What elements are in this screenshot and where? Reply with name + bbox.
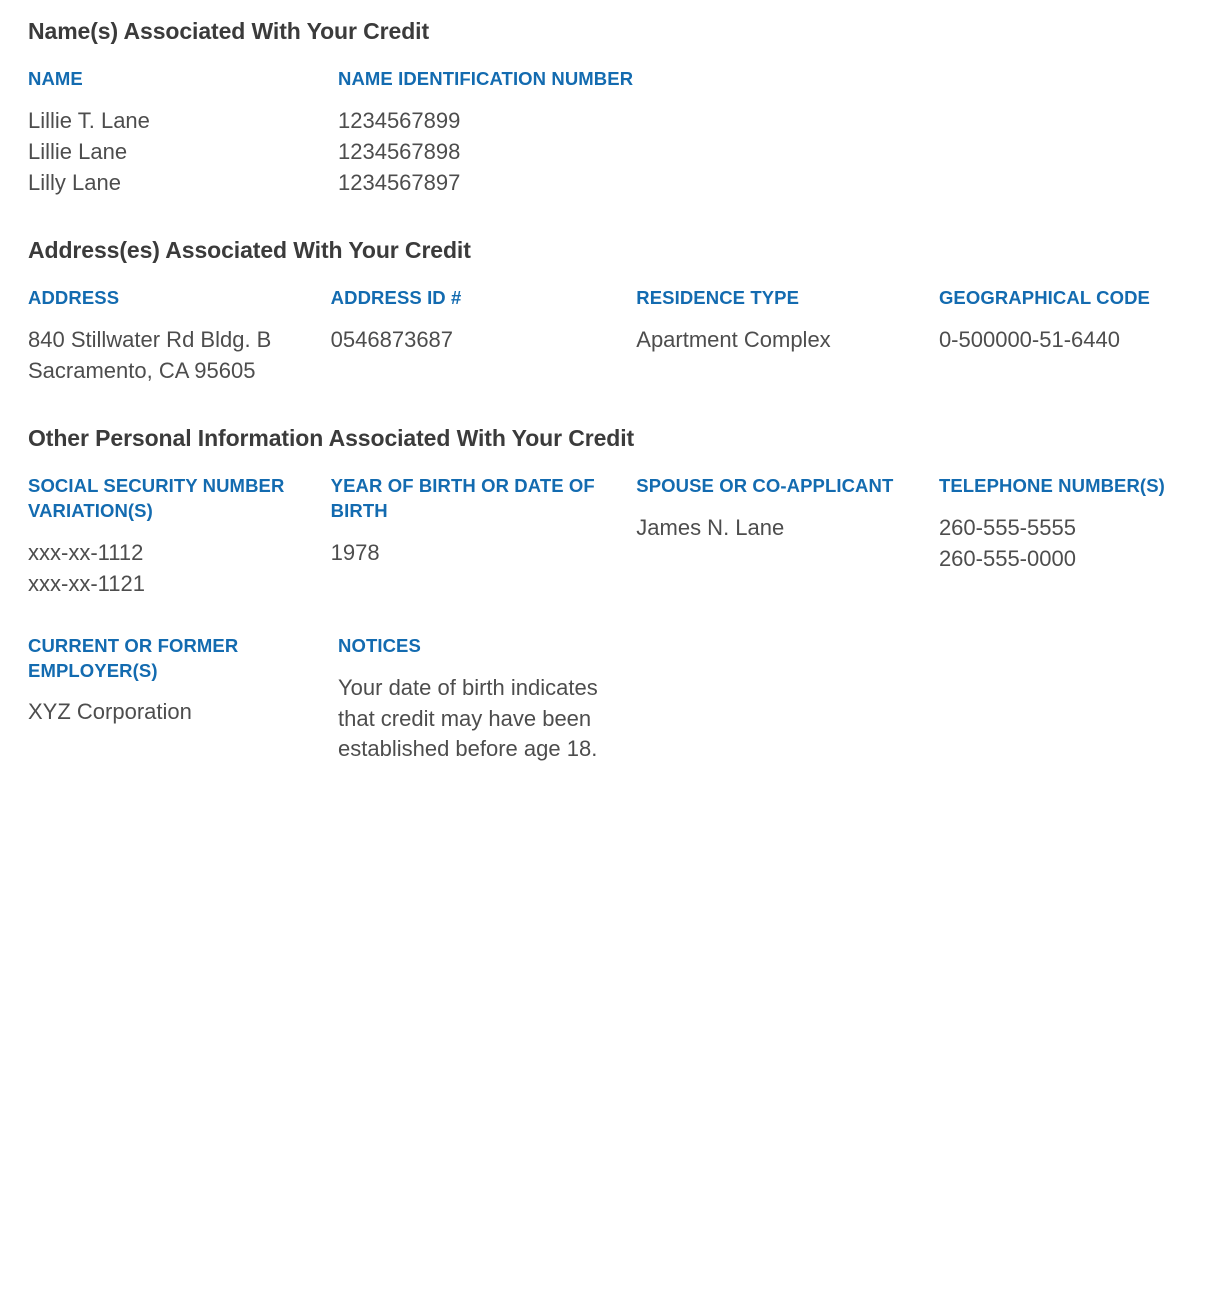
- column-telephone-numbers: [939, 474, 1186, 575]
- column-header-geographical-code: GEOGRAPHICAL CODE: [938, 287, 1150, 309]
- geographical-code-value: 0-500000-51-6440: [938, 326, 1120, 352]
- name-value: Lillie T. Lane: [28, 107, 150, 133]
- column-geographical-code: [939, 286, 1186, 356]
- section-other-personal-information: [28, 425, 1186, 765]
- telephone-value: 260-555-0000: [938, 546, 1076, 572]
- column-address-id: [331, 286, 637, 356]
- column-name-id-number: [338, 67, 651, 199]
- employer-value: XYZ Corporation: [28, 699, 192, 725]
- name-value: Lilly Lane: [28, 170, 121, 196]
- column-year-of-birth: [331, 474, 637, 568]
- section-title-addresses: Address(es) Associated With Your Credit: [28, 237, 471, 264]
- section-names: [28, 18, 1186, 199]
- ssn-variation-value: xxx-xx-1121: [28, 570, 145, 596]
- name-value: Lillie Lane: [28, 138, 128, 164]
- column-ssn-variations: [28, 474, 331, 600]
- column-address: [28, 286, 331, 387]
- column-header-spouse-or-coapplicant: SPOUSE OR CO-APPLICANT: [636, 475, 894, 497]
- section-title-other-personal-information: Other Personal Information Associated With Your Credit: [28, 425, 635, 452]
- residence-type-value: Apartment Complex: [636, 326, 831, 352]
- column-header-telephone-numbers: TELEPHONE NUMBER(S): [938, 475, 1165, 497]
- column-header-name-id-number: NAME IDENTIFICATION NUMBER: [338, 68, 634, 89]
- year-of-birth-value: 1978: [330, 539, 380, 565]
- name-id-value: 1234567897: [338, 170, 461, 196]
- column-spouse-or-coapplicant: [636, 474, 939, 544]
- column-header-notices: NOTICES: [338, 635, 421, 657]
- column-header-employers: CURRENT OR FORMER EMPLOYER(S): [28, 635, 239, 681]
- column-header-residence-type: RESIDENCE TYPE: [636, 287, 800, 309]
- column-header-year-of-birth: YEAR OF BIRTH OR DATE OF BIRTH: [330, 475, 595, 522]
- name-id-value: 1234567899: [338, 107, 461, 133]
- column-residence-type: [636, 286, 939, 356]
- column-employers: [28, 634, 338, 728]
- ssn-variation-value: xxx-xx-1112: [28, 539, 144, 565]
- section-addresses: [28, 237, 1186, 387]
- column-header-address-id: ADDRESS ID #: [330, 287, 462, 309]
- address-line2: Sacramento, CA 95605: [28, 358, 256, 384]
- names-columns: [28, 67, 1186, 199]
- column-notices: [338, 634, 651, 765]
- column-header-address: ADDRESS: [28, 287, 120, 309]
- page-title: Name(s) Associated With Your Credit: [28, 18, 429, 44]
- column-header-name: NAME: [28, 68, 83, 89]
- address-id-value: 0546873687: [330, 326, 454, 352]
- address-line1: 840 Stillwater Rd Bldg. B: [28, 326, 272, 352]
- notice-value: Your date of birth indicates that credit may have been established before age 18.: [338, 674, 598, 762]
- column-header-ssn-variations: SOCIAL SECURITY NUMBER VARIATION(S): [28, 475, 285, 522]
- telephone-value: 260-555-5555: [938, 515, 1076, 541]
- other-personal-columns: [28, 474, 1186, 600]
- name-id-value: 1234567898: [338, 138, 461, 164]
- other-personal-columns-row2: [28, 634, 1186, 765]
- spouse-value: James N. Lane: [636, 515, 785, 541]
- address-columns: [28, 286, 1186, 387]
- column-name: [28, 67, 338, 199]
